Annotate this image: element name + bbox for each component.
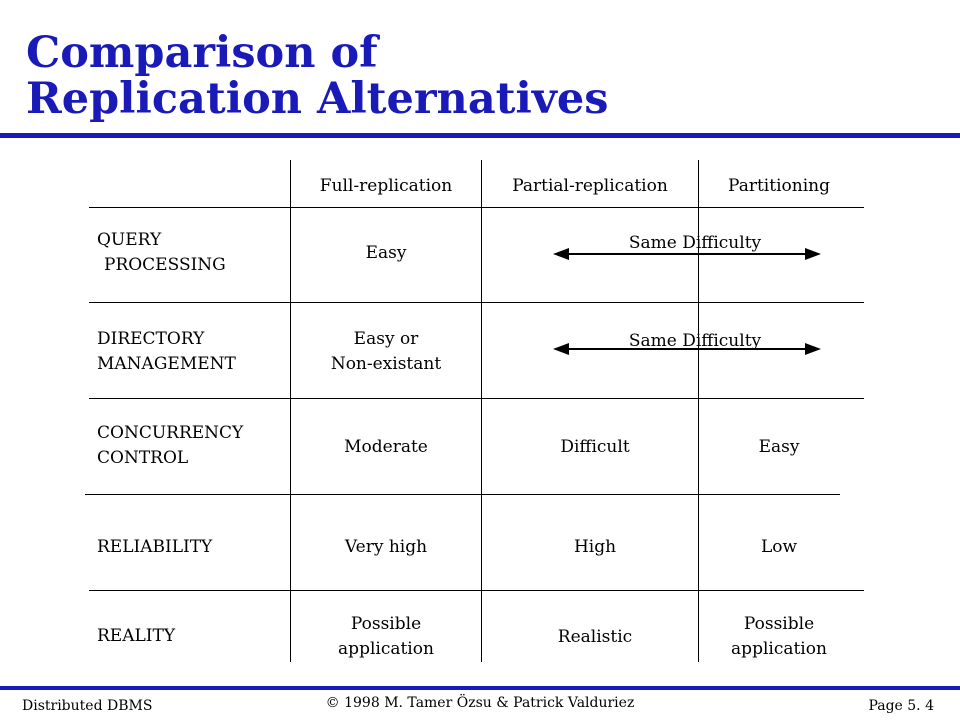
cell-concurrency-full: Moderate	[344, 437, 428, 457]
row-label-line: CONCURRENCY	[97, 423, 244, 443]
footer-rule	[0, 686, 960, 690]
cell-query-shared: Same Difficulty	[628, 233, 762, 253]
cell-line: Possible	[350, 614, 422, 634]
cell-line: Possible	[743, 614, 815, 634]
cell-line: application	[338, 639, 434, 659]
row-label-line: CONTROL	[97, 448, 189, 468]
row-label-reliability: RELIABILITY	[97, 537, 213, 557]
cell-line: Non-existant	[330, 354, 442, 374]
double-arrow-icon	[553, 248, 821, 260]
footer-center: © 1998 M. Tamer Özsu & Patrick Valduriez	[325, 695, 635, 711]
row-label-line: MANAGEMENT	[97, 354, 236, 374]
column-header-partial-replication: Partial-replication	[512, 176, 668, 196]
cell-concurrency-partitioning: Easy	[758, 437, 800, 457]
cell-reliability-partial: High	[573, 537, 617, 557]
footer-right: Page 5. 4	[868, 698, 934, 714]
row-label-line: QUERY	[97, 230, 162, 250]
cell-line: application	[731, 639, 827, 659]
cell-concurrency-partial: Difficult	[560, 437, 630, 457]
cell-query-full: Easy	[365, 243, 407, 263]
cell-reliability-full: Very high	[344, 537, 428, 557]
cell-reliability-partitioning: Low	[760, 537, 798, 557]
row-label-reality: REALITY	[97, 626, 176, 646]
title-line-1: Comparison of	[26, 28, 378, 78]
footer-left: Distributed DBMS	[22, 698, 153, 714]
column-header-full-replication: Full-replication	[319, 176, 453, 196]
cell-reality-partial: Realistic	[557, 627, 633, 647]
double-arrow-icon	[553, 343, 821, 355]
cell-directory-shared: Same Difficulty	[628, 331, 762, 351]
column-header-partitioning: Partitioning	[728, 176, 830, 196]
row-label-line: PROCESSING	[104, 255, 226, 275]
title-line-2: Replication Alternatives	[26, 74, 609, 124]
row-label-line: DIRECTORY	[97, 329, 205, 349]
cell-line: Easy or	[353, 329, 419, 349]
